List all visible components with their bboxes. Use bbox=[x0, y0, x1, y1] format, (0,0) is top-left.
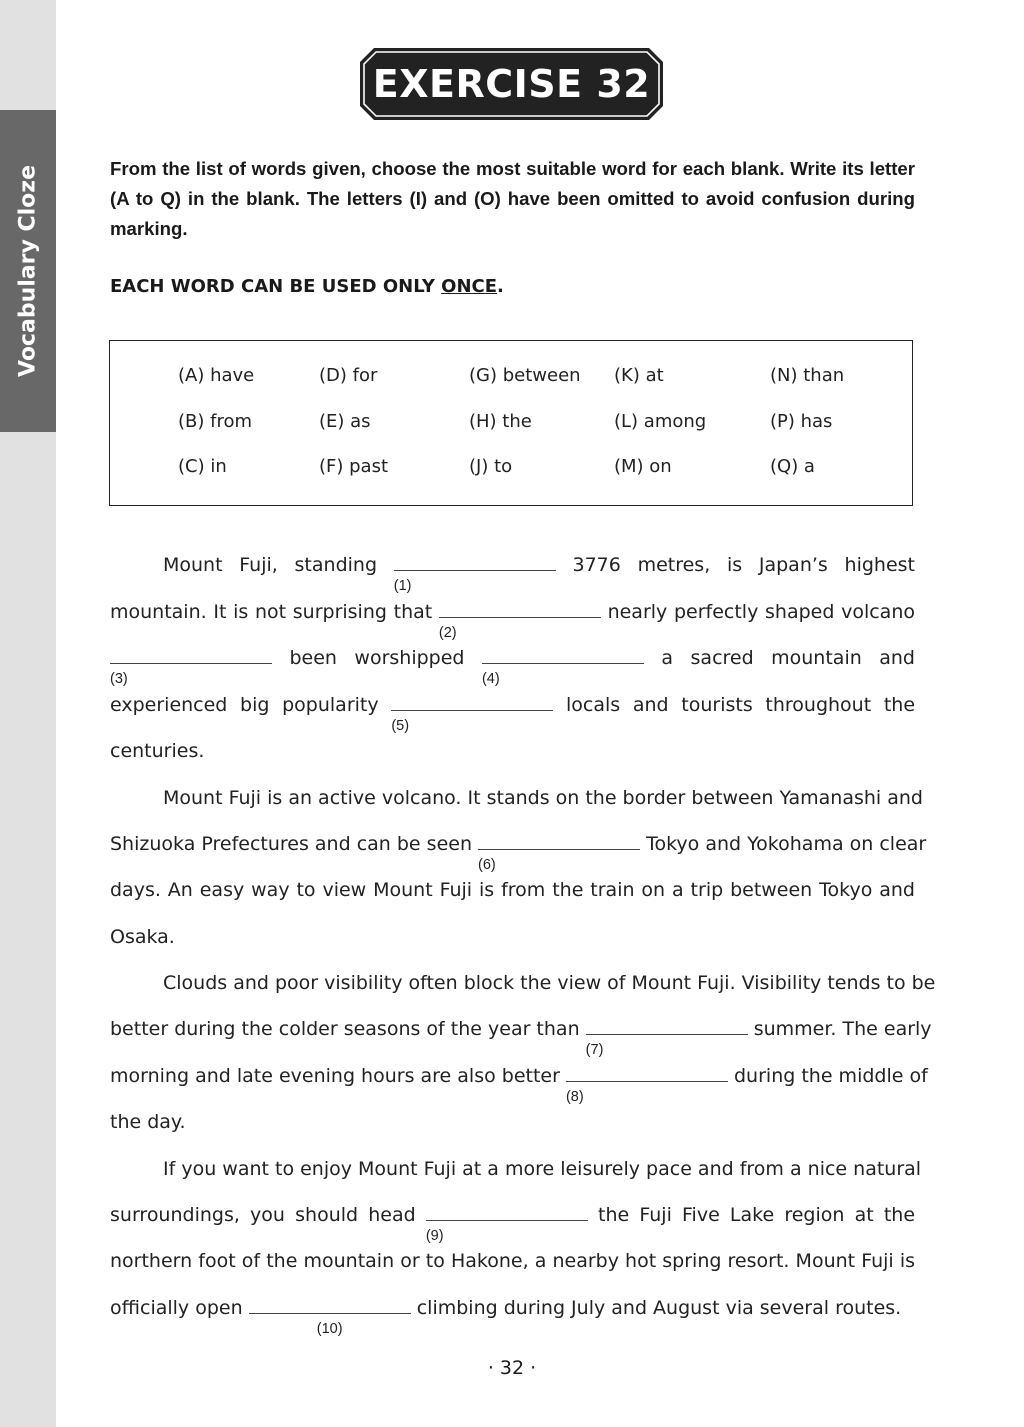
passage-line: northern foot of the mountain or to Hakone, a nearby hot spring resort. Mount Fuji is bbox=[110, 1250, 915, 1272]
passage-line bbox=[110, 832, 927, 873]
once-note bbox=[110, 276, 504, 297]
passage-line bbox=[110, 1296, 915, 1337]
passage-line bbox=[110, 1017, 932, 1058]
once-note-text: EACH WORD CAN BE USED ONLY bbox=[110, 276, 442, 297]
blank-number: (1) bbox=[393, 578, 412, 594]
instructions: From the list of words given, choose the most suitable word for each blank. Write its letter (A to Q) in the blank. The letters (I) and (O) have been omitted to avoid confusion during marking. bbox=[110, 158, 915, 239]
answer-blank[interactable] bbox=[393, 554, 556, 594]
passage-text: summer. The early bbox=[753, 1018, 932, 1040]
blank-number: (2) bbox=[438, 625, 457, 641]
passage-text: 3776 metres, is Japan’s highest bbox=[572, 554, 915, 576]
passage-text: morning and late evening hours are also better bbox=[110, 1065, 560, 1087]
word-option: (N) than bbox=[770, 365, 845, 386]
word-option: (L) among bbox=[614, 411, 707, 432]
answer-blank[interactable] bbox=[585, 1018, 748, 1058]
blank-number: (7) bbox=[585, 1042, 604, 1058]
word-option: (E) as bbox=[319, 411, 371, 432]
passage-line bbox=[110, 646, 915, 687]
passage-line bbox=[110, 1203, 916, 1244]
passage-line: Osaka. bbox=[110, 926, 175, 948]
passage-line bbox=[110, 1064, 928, 1105]
word-option: (K) at bbox=[614, 365, 664, 386]
passage-text: the Fuji Five Lake region at the bbox=[598, 1204, 916, 1226]
blank-number: (8) bbox=[565, 1089, 584, 1105]
word-option: (B) from bbox=[178, 411, 253, 432]
word-option: (C) in bbox=[178, 456, 227, 477]
blank-number: (10) bbox=[316, 1321, 343, 1337]
section-tab-label: Vocabulary Cloze bbox=[15, 165, 41, 377]
answer-blank[interactable] bbox=[110, 647, 272, 687]
passage-text: Tokyo and Yokohama on clear bbox=[646, 833, 927, 855]
answer-blank[interactable] bbox=[438, 601, 601, 641]
word-option: (J) to bbox=[469, 456, 513, 477]
answer-blank[interactable] bbox=[391, 694, 553, 734]
word-option: (H) the bbox=[469, 411, 532, 432]
passage-line: Clouds and poor visibility often block the view of Mount Fuji. Visibility tends to be bbox=[163, 972, 936, 994]
passage-text: been worshipped bbox=[289, 647, 465, 669]
passage-line: days. An easy way to view Mount Fuji is from the train on a trip between Tokyo and bbox=[110, 879, 915, 901]
blank-number: (9) bbox=[425, 1228, 444, 1244]
passage-text: Shizuoka Prefectures and can be seen bbox=[110, 833, 472, 855]
answer-blank[interactable] bbox=[565, 1065, 728, 1105]
blank-number: (6) bbox=[478, 857, 496, 873]
word-option: (M) on bbox=[614, 456, 672, 477]
passage-text: officially open bbox=[110, 1297, 243, 1319]
answer-blank[interactable] bbox=[425, 1204, 588, 1244]
title-banner bbox=[360, 48, 663, 120]
word-option: (A) have bbox=[178, 365, 255, 386]
passage-text: better during the colder seasons of the year than bbox=[110, 1018, 580, 1040]
word-option: (P) has bbox=[770, 411, 833, 432]
passage-line bbox=[110, 553, 915, 594]
passage-line bbox=[110, 693, 916, 734]
passage-text: Mount Fuji, standing bbox=[163, 554, 378, 576]
passage-line bbox=[110, 600, 915, 641]
passage-text: climbing during July and August via several routes. bbox=[416, 1297, 902, 1319]
passage-line: centuries. bbox=[110, 740, 205, 762]
passage-text: a sacred mountain and bbox=[661, 647, 915, 669]
passage-text: nearly perfectly shaped volcano bbox=[607, 601, 915, 623]
word-option: (D) for bbox=[319, 365, 378, 386]
blank-number: (4) bbox=[481, 671, 500, 687]
answer-blank[interactable] bbox=[478, 833, 640, 873]
word-option: (Q) a bbox=[770, 456, 815, 477]
passage-line: If you want to enjoy Mount Fuji at a more leisurely pace and from a nice natural bbox=[163, 1158, 922, 1180]
passage-text: locals and tourists throughout the bbox=[566, 694, 916, 716]
once-note-emphasis: ONCE bbox=[441, 276, 498, 297]
blank-number: (3) bbox=[110, 671, 128, 687]
passage-line: Mount Fuji is an active volcano. It stands on the border between Yamanashi and bbox=[163, 787, 923, 809]
passage-text: mountain. It is not surprising that bbox=[110, 601, 433, 623]
answer-blank[interactable] bbox=[481, 647, 644, 687]
page-number: · 32 · bbox=[487, 1357, 537, 1379]
page-title: EXERCISE 32 bbox=[372, 62, 651, 106]
passage-line: the day. bbox=[110, 1111, 186, 1133]
answer-blank[interactable] bbox=[249, 1297, 411, 1337]
passage-text: during the middle of bbox=[734, 1065, 928, 1087]
passage-text: surroundings, you should head bbox=[110, 1204, 416, 1226]
passage-text: experienced big popularity bbox=[110, 694, 379, 716]
word-option: (F) past bbox=[319, 456, 389, 477]
blank-number: (5) bbox=[391, 718, 410, 734]
word-bank bbox=[109, 340, 913, 506]
once-note-period: . bbox=[497, 276, 504, 297]
word-option: (G) between bbox=[469, 365, 581, 386]
